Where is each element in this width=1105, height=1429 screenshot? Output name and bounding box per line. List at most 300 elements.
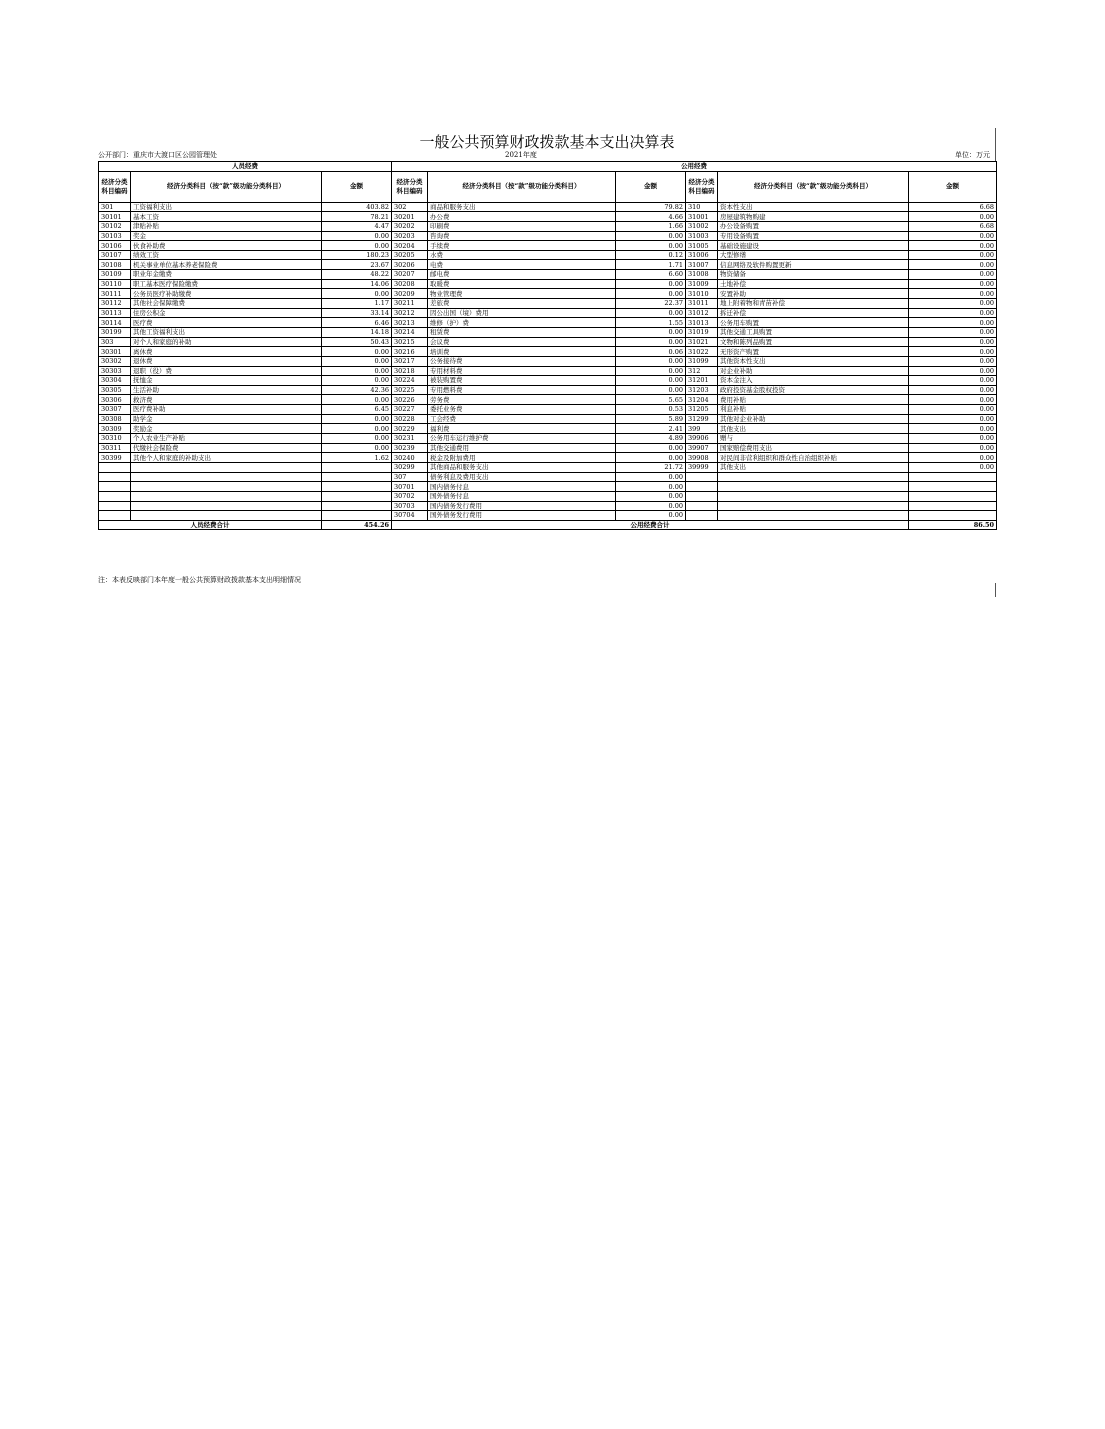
cell-code-3: 31005	[686, 241, 718, 251]
cell-name-2: 国外债务付息	[428, 491, 616, 501]
cell-name-3: 办公设备购置	[718, 221, 909, 231]
cell-code-3: 31011	[686, 299, 718, 309]
table-row	[99, 221, 997, 231]
cell-name-2: 会议费	[428, 337, 616, 347]
cell-name-1: 退休费	[131, 356, 322, 366]
table-row	[99, 270, 997, 280]
cell-amount-2: 0.00	[616, 337, 686, 347]
cell-name-1: 救济费	[131, 395, 322, 405]
cell-code-3: 310	[686, 202, 718, 212]
cell-name-3: 土地补偿	[718, 279, 909, 289]
cell-name-3	[718, 501, 909, 511]
cell-amount-1: 0.00	[322, 231, 392, 241]
cell-name-3	[718, 511, 909, 521]
cell-amount-3: 0.00	[909, 347, 997, 357]
cell-name-2: 手续费	[428, 241, 616, 251]
cell-code-2: 30203	[392, 231, 428, 241]
unit-label: 单位：万元	[955, 151, 990, 159]
cell-code-3	[686, 491, 718, 501]
cell-name-3: 其他支出	[718, 424, 909, 434]
cell-code-3: 31010	[686, 289, 718, 299]
cell-name-2: 印刷费	[428, 221, 616, 231]
cell-code-2: 30228	[392, 414, 428, 424]
cell-name-2: 其他交通费用	[428, 443, 616, 453]
cell-name-2: 被装购置费	[428, 376, 616, 386]
cell-amount-3: 0.00	[909, 366, 997, 376]
cell-name-1: 职业年金缴费	[131, 270, 322, 280]
table-row	[99, 279, 997, 289]
cell-amount-3: 0.00	[909, 231, 997, 241]
cell-name-3: 房屋建筑物购建	[718, 212, 909, 222]
col-code-1: 经济分类科目编码	[99, 171, 131, 202]
cell-amount-1	[322, 462, 392, 472]
cell-amount-1	[322, 501, 392, 511]
cell-amount-2: 79.82	[616, 202, 686, 212]
cell-name-1: 助学金	[131, 414, 322, 424]
cell-amount-3: 0.00	[909, 385, 997, 395]
cell-amount-1: 33.14	[322, 308, 392, 318]
cell-amount-3: 0.00	[909, 250, 997, 260]
cell-amount-1: 0.00	[322, 356, 392, 366]
cell-name-1: 奖金	[131, 231, 322, 241]
table-row	[99, 356, 997, 366]
cell-name-1: 职工基本医疗保险缴费	[131, 279, 322, 289]
cell-name-3: 资本性支出	[718, 202, 909, 212]
cell-name-2: 债务利息及费用支出	[428, 472, 616, 482]
cell-code-2: 30231	[392, 434, 428, 444]
cell-amount-2: 0.00	[616, 289, 686, 299]
page-title: 一般公共预算财政拨款基本支出决算表	[419, 133, 675, 151]
cell-code-3: 31006	[686, 250, 718, 260]
cell-name-1	[131, 482, 322, 492]
cell-amount-3: 0.00	[909, 453, 997, 463]
cell-code-3	[686, 482, 718, 492]
cell-code-2: 307	[392, 472, 428, 482]
cell-name-1: 退职（役）费	[131, 366, 322, 376]
cell-name-1: 津贴补贴	[131, 221, 322, 231]
cell-code-1	[99, 491, 131, 501]
cell-amount-1: 180.23	[322, 250, 392, 260]
cell-code-2: 30209	[392, 289, 428, 299]
cell-name-1	[131, 491, 322, 501]
cell-name-3: 其他支出	[718, 462, 909, 472]
cell-amount-3: 0.00	[909, 212, 997, 222]
cell-code-3: 31204	[686, 395, 718, 405]
cell-name-3: 公务用车购置	[718, 318, 909, 328]
table-row	[99, 212, 997, 222]
section-public: 公用经费	[392, 162, 997, 172]
cell-code-1	[99, 472, 131, 482]
cell-name-2: 取暖费	[428, 279, 616, 289]
cell-amount-3: 0.00	[909, 279, 997, 289]
cell-name-2: 国内债务付息	[428, 482, 616, 492]
cell-amount-1: 403.82	[322, 202, 392, 212]
cell-code-2: 30208	[392, 279, 428, 289]
cell-name-1	[131, 472, 322, 482]
cell-name-1: 机关事业单位基本养老保险费	[131, 260, 322, 270]
cell-code-3: 312	[686, 366, 718, 376]
cell-amount-1: 0.00	[322, 366, 392, 376]
cell-name-2: 劳务费	[428, 395, 616, 405]
cell-amount-2: 2.41	[616, 424, 686, 434]
cell-code-3: 31203	[686, 385, 718, 395]
cell-code-3: 31013	[686, 318, 718, 328]
cell-amount-3: 0.00	[909, 289, 997, 299]
cell-code-1	[99, 501, 131, 511]
cell-amount-1: 0.00	[322, 424, 392, 434]
cell-code-2: 30213	[392, 318, 428, 328]
department-label: 公开部门：重庆市大渡口区公园管理处	[98, 151, 217, 159]
cell-amount-2: 1.55	[616, 318, 686, 328]
cell-code-3: 399	[686, 424, 718, 434]
cell-code-2: 30201	[392, 212, 428, 222]
cell-code-2: 30204	[392, 241, 428, 251]
cell-code-2: 30239	[392, 443, 428, 453]
table-row	[99, 231, 997, 241]
cell-name-1: 医疗费补助	[131, 405, 322, 415]
cell-name-1	[131, 462, 322, 472]
cell-name-2: 委托业务费	[428, 405, 616, 415]
cell-code-1: 30305	[99, 385, 131, 395]
cell-amount-2: 22.37	[616, 299, 686, 309]
cell-code-3: 31201	[686, 376, 718, 386]
cell-amount-3: 0.00	[909, 318, 997, 328]
cell-code-3: 31099	[686, 356, 718, 366]
col-name-2: 经济分类科目（按“款”级功能分类科目）	[428, 171, 616, 202]
cell-code-1: 30111	[99, 289, 131, 299]
cell-name-3: 基础设施建设	[718, 241, 909, 251]
cell-amount-1: 78.21	[322, 212, 392, 222]
cell-amount-2: 0.00	[616, 482, 686, 492]
col-code-2: 经济分类科目编码	[392, 171, 428, 202]
cell-name-1: 公务员医疗补助缴费	[131, 289, 322, 299]
cell-amount-1: 48.22	[322, 270, 392, 280]
cell-amount-1: 0.00	[322, 414, 392, 424]
cell-name-3: 文物和陈列品购置	[718, 337, 909, 347]
public-total-value: 86.50	[909, 520, 997, 530]
cell-amount-3	[909, 511, 997, 521]
cell-code-3: 31001	[686, 212, 718, 222]
cell-name-1: 个人农业生产补贴	[131, 434, 322, 444]
cell-amount-1: 0.00	[322, 241, 392, 251]
col-amount-1: 金额	[322, 171, 392, 202]
cell-name-3: 专用设备购置	[718, 231, 909, 241]
cell-code-3: 39908	[686, 453, 718, 463]
cell-name-2: 公务接待费	[428, 356, 616, 366]
cell-amount-3: 0.00	[909, 299, 997, 309]
cell-name-1: 其他社会保障缴费	[131, 299, 322, 309]
expenditure-table	[98, 161, 997, 530]
cell-amount-3: 0.00	[909, 337, 997, 347]
cell-amount-2: 0.00	[616, 511, 686, 521]
cell-amount-3: 0.00	[909, 462, 997, 472]
cell-code-2: 30205	[392, 250, 428, 260]
personnel-total-value: 454.26	[322, 520, 392, 530]
cell-code-3	[686, 472, 718, 482]
cell-name-3: 资本金注入	[718, 376, 909, 386]
cell-name-3: 政府投资基金股权投资	[718, 385, 909, 395]
cell-amount-2: 0.00	[616, 356, 686, 366]
cell-name-1: 医疗费	[131, 318, 322, 328]
cell-amount-1: 50.43	[322, 337, 392, 347]
cell-name-3: 地上附着物和青苗补偿	[718, 299, 909, 309]
cell-amount-2: 21.72	[616, 462, 686, 472]
cell-name-2: 税金及附加费用	[428, 453, 616, 463]
cell-name-1: 基本工资	[131, 212, 322, 222]
cell-name-3	[718, 491, 909, 501]
table-row	[99, 453, 997, 463]
column-header-row	[99, 171, 997, 202]
cell-name-2: 工会经费	[428, 414, 616, 424]
cell-name-1: 绩效工资	[131, 250, 322, 260]
cell-code-3: 31008	[686, 270, 718, 280]
cell-code-1: 30311	[99, 443, 131, 453]
cell-code-2: 30202	[392, 221, 428, 231]
cell-code-1: 30107	[99, 250, 131, 260]
table-row	[99, 347, 997, 357]
table-row	[99, 318, 997, 328]
cell-amount-1: 0.00	[322, 443, 392, 453]
table-row	[99, 250, 997, 260]
cell-code-1: 30106	[99, 241, 131, 251]
cell-code-1: 30303	[99, 366, 131, 376]
table-row	[99, 376, 997, 386]
cell-name-3: 安置补助	[718, 289, 909, 299]
cell-name-3: 物资储备	[718, 270, 909, 280]
section-header-row	[99, 162, 997, 172]
cell-code-2: 30224	[392, 376, 428, 386]
cell-code-1: 30301	[99, 347, 131, 357]
cell-name-1: 伙食补助费	[131, 241, 322, 251]
cell-name-1: 离休费	[131, 347, 322, 357]
cell-amount-3: 0.00	[909, 414, 997, 424]
cell-code-1	[99, 482, 131, 492]
cell-code-2: 30218	[392, 366, 428, 376]
cell-amount-2: 1.66	[616, 221, 686, 231]
cell-amount-1: 4.47	[322, 221, 392, 231]
cell-amount-2: 0.53	[616, 405, 686, 415]
cell-amount-2: 5.65	[616, 395, 686, 405]
cell-code-1	[99, 462, 131, 472]
cell-code-2: 30229	[392, 424, 428, 434]
cell-name-2: 其他商品和服务支出	[428, 462, 616, 472]
cell-amount-1: 23.67	[322, 260, 392, 270]
cell-name-2: 国外债务发行费用	[428, 511, 616, 521]
cell-name-2: 福利费	[428, 424, 616, 434]
cell-name-1: 代缴社会保险费	[131, 443, 322, 453]
cell-code-2: 30704	[392, 511, 428, 521]
cell-amount-1: 0.00	[322, 376, 392, 386]
cell-code-3: 31009	[686, 279, 718, 289]
cell-name-3: 其他交通工具购置	[718, 327, 909, 337]
col-amount-2: 金额	[616, 171, 686, 202]
cell-code-1: 30304	[99, 376, 131, 386]
cell-name-1: 生活补助	[131, 385, 322, 395]
cell-code-1: 30101	[99, 212, 131, 222]
cell-code-3: 39907	[686, 443, 718, 453]
personnel-total-label: 人员经费合计	[99, 520, 322, 530]
cell-amount-2: 0.00	[616, 308, 686, 318]
cell-amount-3	[909, 491, 997, 501]
cell-amount-2: 1.71	[616, 260, 686, 270]
cell-amount-2: 0.00	[616, 453, 686, 463]
footnote: 注：本表反映部门本年度一般公共预算财政拨款基本支出明细情况	[98, 576, 301, 584]
cell-name-1	[131, 511, 322, 521]
cell-name-3: 费用补贴	[718, 395, 909, 405]
section-personnel: 人员经费	[99, 162, 392, 172]
cell-code-1	[99, 511, 131, 521]
cell-code-3	[686, 511, 718, 521]
cell-name-3: 大型修缮	[718, 250, 909, 260]
cell-name-2: 维修（护）费	[428, 318, 616, 328]
cell-name-3: 其他资本性支出	[718, 356, 909, 366]
table-row	[99, 491, 997, 501]
cell-name-3	[718, 472, 909, 482]
cell-code-3	[686, 501, 718, 511]
cell-name-2: 电费	[428, 260, 616, 270]
cell-name-3: 信息网络及软件购置更新	[718, 260, 909, 270]
cell-name-1: 工资福利支出	[131, 202, 322, 212]
cell-code-3: 31007	[686, 260, 718, 270]
cell-amount-1	[322, 482, 392, 492]
table-row	[99, 472, 997, 482]
cell-amount-1: 6.46	[322, 318, 392, 328]
cell-name-2: 因公出国（境）费用	[428, 308, 616, 318]
cell-amount-3: 0.00	[909, 376, 997, 386]
cell-amount-2: 0.00	[616, 491, 686, 501]
cell-amount-3: 0.00	[909, 434, 997, 444]
cell-name-2: 邮电费	[428, 270, 616, 280]
cell-name-2: 办公费	[428, 212, 616, 222]
cell-amount-2: 0.00	[616, 327, 686, 337]
table-row	[99, 482, 997, 492]
cell-name-2: 物业管理费	[428, 289, 616, 299]
table-row	[99, 511, 997, 521]
table-row	[99, 395, 997, 405]
cell-code-2: 30702	[392, 491, 428, 501]
table-row	[99, 405, 997, 415]
cell-name-1	[131, 501, 322, 511]
cell-name-2: 差旅费	[428, 299, 616, 309]
cell-name-2: 水费	[428, 250, 616, 260]
cell-amount-3	[909, 482, 997, 492]
cell-code-1: 30113	[99, 308, 131, 318]
cell-code-2: 30211	[392, 299, 428, 309]
col-amount-3: 金额	[909, 171, 997, 202]
cell-name-3: 无形资产购置	[718, 347, 909, 357]
cell-name-2: 租赁费	[428, 327, 616, 337]
table-row	[99, 443, 997, 453]
cell-amount-2: 0.00	[616, 376, 686, 386]
col-name-1: 经济分类科目（按“款”级功能分类科目）	[131, 171, 322, 202]
cell-amount-2: 0.00	[616, 279, 686, 289]
cell-code-1: 301	[99, 202, 131, 212]
cell-amount-3	[909, 501, 997, 511]
cell-code-2: 30703	[392, 501, 428, 511]
cell-amount-3: 0.00	[909, 395, 997, 405]
cell-code-2: 30215	[392, 337, 428, 347]
cell-amount-2: 4.66	[616, 212, 686, 222]
cell-code-3: 31012	[686, 308, 718, 318]
cell-name-1: 抚恤金	[131, 376, 322, 386]
cell-amount-1: 0.00	[322, 289, 392, 299]
cell-amount-2: 0.00	[616, 472, 686, 482]
cell-name-2: 商品和服务支出	[428, 202, 616, 212]
table-row	[99, 327, 997, 337]
cell-amount-2: 0.00	[616, 231, 686, 241]
cell-amount-2: 4.89	[616, 434, 686, 444]
table-row	[99, 299, 997, 309]
cell-amount-2: 0.00	[616, 385, 686, 395]
cell-name-2: 公务用车运行维护费	[428, 434, 616, 444]
cell-amount-2: 0.00	[616, 501, 686, 511]
cell-code-3: 39999	[686, 462, 718, 472]
table-row	[99, 260, 997, 270]
cell-code-1: 30310	[99, 434, 131, 444]
cell-code-2: 30299	[392, 462, 428, 472]
cell-code-1: 30307	[99, 405, 131, 415]
cell-code-2: 30216	[392, 347, 428, 357]
cell-code-1: 30306	[99, 395, 131, 405]
right-border-line-bottom	[995, 583, 996, 597]
year-label: 2021年度	[505, 151, 537, 159]
cell-code-2: 30207	[392, 270, 428, 280]
cell-amount-2: 5.89	[616, 414, 686, 424]
cell-code-2: 30212	[392, 308, 428, 318]
cell-amount-2: 0.06	[616, 347, 686, 357]
cell-name-3: 其他对企业补助	[718, 414, 909, 424]
cell-code-1: 30302	[99, 356, 131, 366]
cell-amount-1: 14.18	[322, 327, 392, 337]
cell-code-3: 31003	[686, 231, 718, 241]
cell-code-1: 30114	[99, 318, 131, 328]
cell-name-1: 奖励金	[131, 424, 322, 434]
cell-amount-3: 0.00	[909, 260, 997, 270]
cell-amount-1: 0.00	[322, 434, 392, 444]
cell-amount-3: 0.00	[909, 308, 997, 318]
cell-name-2: 专用材料费	[428, 366, 616, 376]
cell-name-2: 专用燃料费	[428, 385, 616, 395]
cell-code-1: 30309	[99, 424, 131, 434]
table-body	[99, 202, 997, 520]
cell-name-1: 其他工资福利支出	[131, 327, 322, 337]
cell-amount-3: 0.00	[909, 424, 997, 434]
cell-name-3: 利息补贴	[718, 405, 909, 415]
cell-code-3: 31205	[686, 405, 718, 415]
cell-name-3: 赠与	[718, 434, 909, 444]
cell-code-2: 30214	[392, 327, 428, 337]
cell-code-2: 30226	[392, 395, 428, 405]
table-row	[99, 424, 997, 434]
cell-code-1: 303	[99, 337, 131, 347]
cell-amount-3: 0.00	[909, 241, 997, 251]
cell-code-3: 31019	[686, 327, 718, 337]
cell-code-1: 30110	[99, 279, 131, 289]
table-row	[99, 501, 997, 511]
cell-amount-3: 0.00	[909, 270, 997, 280]
cell-code-1: 30108	[99, 260, 131, 270]
cell-name-1: 住房公积金	[131, 308, 322, 318]
cell-name-1: 其他个人和家庭的补助支出	[131, 453, 322, 463]
cell-amount-1: 1.17	[322, 299, 392, 309]
cell-amount-3: 0.00	[909, 405, 997, 415]
cell-amount-1: 0.00	[322, 395, 392, 405]
table-row	[99, 289, 997, 299]
table-row	[99, 308, 997, 318]
cell-name-3: 对企业补助	[718, 366, 909, 376]
cell-amount-1: 14.06	[322, 279, 392, 289]
cell-code-3: 31002	[686, 221, 718, 231]
